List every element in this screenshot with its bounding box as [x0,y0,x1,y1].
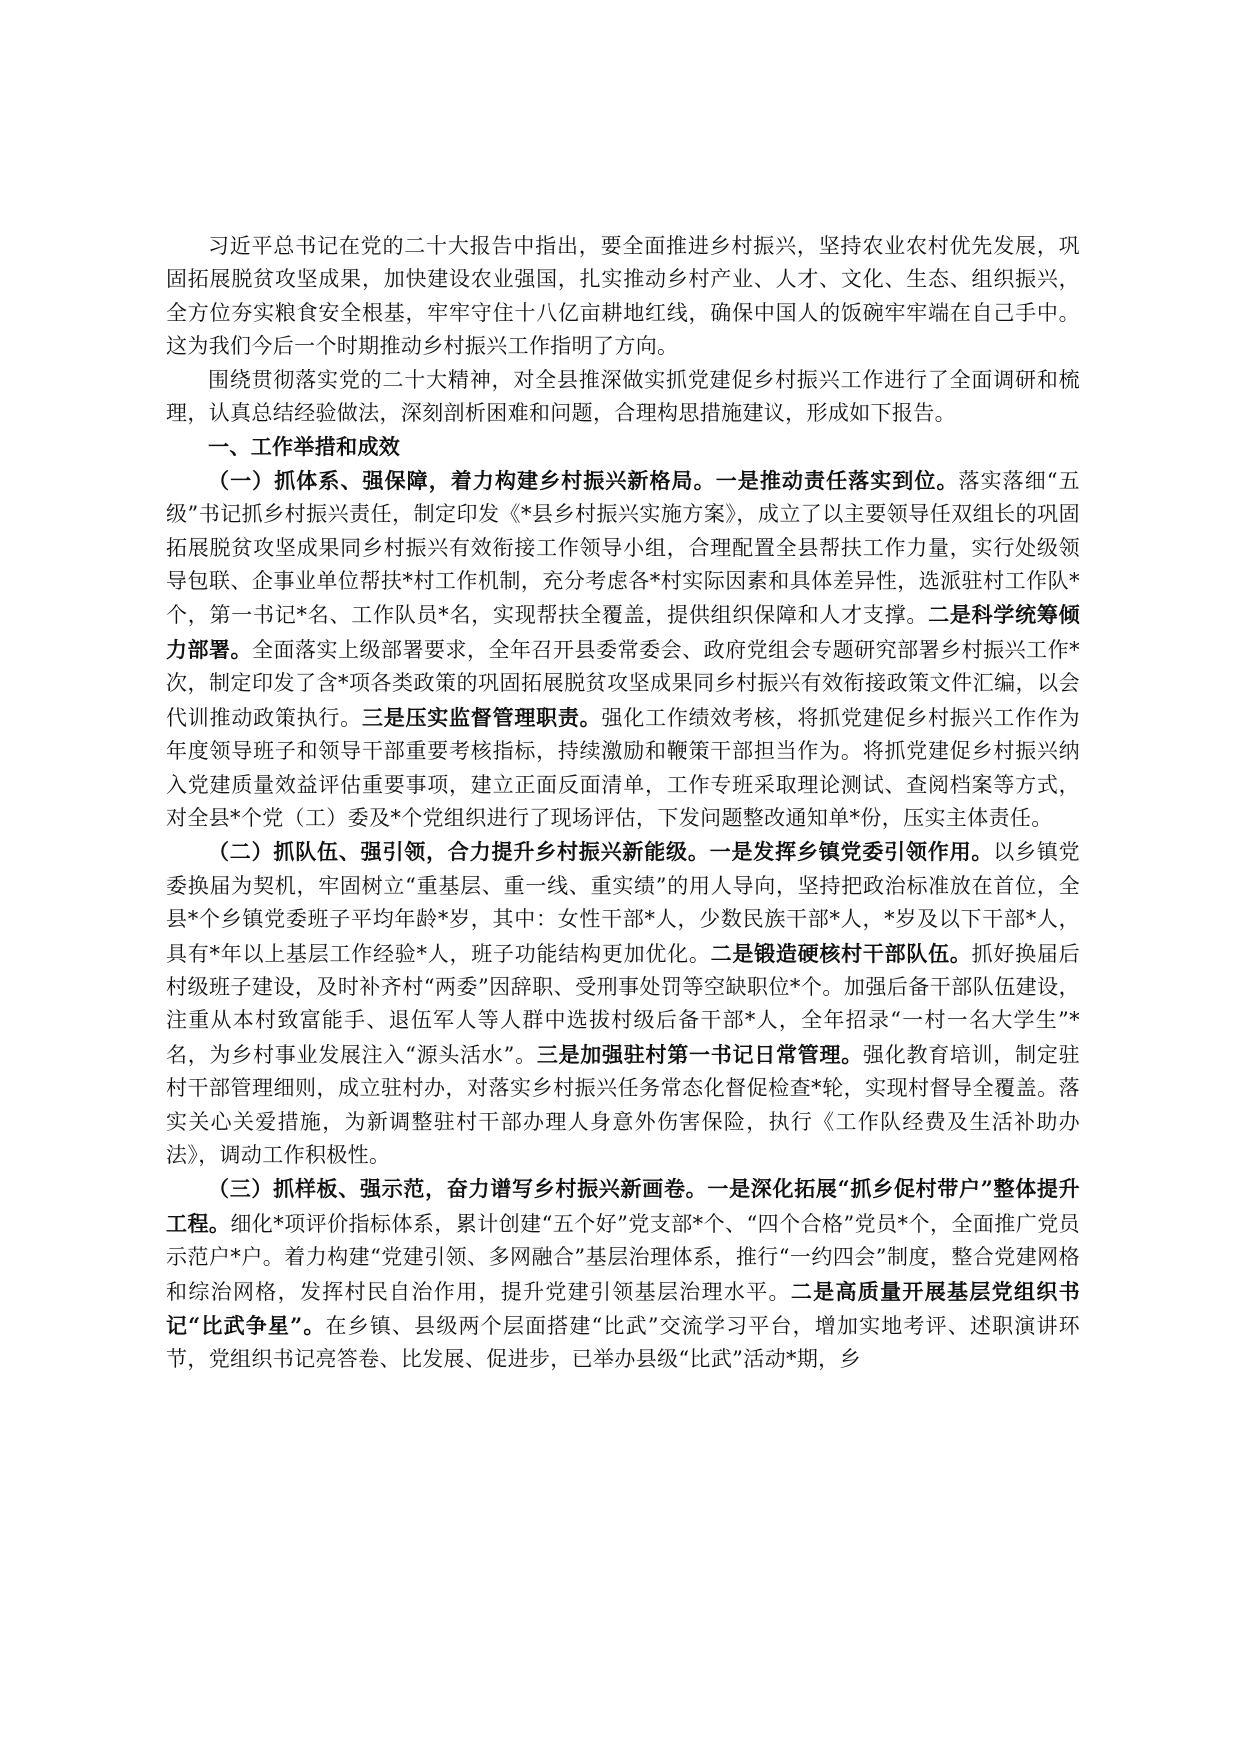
subsection-3-lead-2: 二是高质量开展基层党组织书记“比武争星”。 [166,1278,1080,1338]
subsection-2-paragraph [166,835,1080,1172]
subsection-1-lead-1: 一是推动责任落实到位。 [715,467,959,493]
subsection-2-text-3: 强化教育培训，制定驻村干部管理细则，成立驻村办，对落实乡村振兴任务常态化督促检查*轮，实现村督导全覆盖。落实关心关爱措施，为新调整驻村干部办理人身意外伤害保险，执行《工作队经费及生活补助办法》，调动工作积极性。 [166,1042,1080,1167]
intro-paragraph-2: 围绕贯彻落实党的二十大精神，对全县推深做实抓党建促乡村振兴工作进行了全面调研和梳理，认真总结经验做法，深刻剖析困难和问题，合理构思措施建议，形成如下报告。 [166,367,1080,426]
document-body [166,230,1080,1377]
subsection-2-lead-2: 二是锻造硬核村干部队伍。 [710,940,972,966]
subsection-3-lead-1: 一是深化拓展“抓乡促村带户”整体提升工程。 [166,1176,1080,1236]
subsection-1-text-1: 落实落细“五级”书记抓乡村振兴责任，制定印发《*县乡村振兴实施方案》，成立了以主要领导任双组长的巩固拓展脱贫攻坚成果同乡村振兴有效衔接工作领导小组，合理配置全县帮扶工作力量，实行处级领导包联、企事业单位帮扶*村工作机制，充分考虑各*村实际因素和具体差异性，选派驻村工作队*个，第一书记*名、工作队员*名，实现帮扶全覆盖，提供组织保障和人才支撑。 [166,468,1080,628]
subsection-3-paragraph [166,1172,1080,1376]
subsection-2-lead-3: 三是加强驻村第一书记日常管理。 [536,1041,863,1067]
subsection-2-text-1: 以乡镇党委换届为契机，牢固树立“重基层、重一线、重实绩”的用人导向，坚持把政治标准放在首位，全县*个乡镇党委班子平均年龄*岁，其中：女性干部*人，少数民族干部*人，*岁及以下干部*人，具有*年以上基层工作经验*人，班子功能结构更加优化。 [166,840,1080,966]
subsection-2-text-2: 抓好换届后村级班子建设，及时补齐村“两委”因辞职、受刑事处罚等空缺职位*个。加强后备干部队伍建设，注重从本村致富能手、退伍军人等人群中选拔村级后备干部*人，全年招录“一村一名大学生”*名，为乡村事业发展注入“源头活水”。 [166,941,1081,1067]
subsection-1-paragraph [166,464,1080,835]
section-heading: 一、工作举措和成效 [208,434,401,460]
subsection-2-lead-1: 一是发挥乡镇党委引领作用。 [709,839,994,865]
subsection-1-lead-3: 三是压实监督管理职责。 [361,704,602,730]
subsection-1-lead-2: 二是科学统筹倾力部署。 [166,602,1080,662]
subsection-3-text-2: 在乡镇、县级两个层面搭建“比武”交流学习平台，增加实地考评、述职演讲环节，党组织书记亮答卷、比发展、促进步，已举办县级“比武”活动*期，乡 [166,1314,1080,1372]
subsection-3-text-1: 细化*项评价指标体系，累计创建“五个好”党支部*个、“四个合格”党员*个，全面推广党员示范户*户。着力构建“党建引领、多网融合”基层治理体系，推行“一约四会”制度，整合党建网格和综治网格，发挥村民自治作用，提升党建引领基层治理水平。 [166,1211,1080,1304]
subsection-1-text-3: 强化工作绩效考核，将抓党建促乡村振兴工作作为年度领导班子和领导干部重要考核指标，持续激励和鞭策干部担当作为。将抓党建促乡村振兴纳入党建质量效益评估重要事项，建立正面反面清单，工作专班采取理论测试、查阅档案等方式，对全县*个党（工）委及*个党组织进行了现场评估，下发问题整改通知单*份，压实主体责任。 [166,705,1081,830]
subsection-1-heading: （一）抓体系、强保障，着力构建乡村振兴新格局。 [208,467,716,493]
subsection-1-text-2: 全面落实上级部署要求，全年召开县委常委会、政府党组会专题研究部署乡村振兴工作*次，制定印发了含*项各类政策的巩固拓展脱贫攻坚成果同乡村振兴有效衔接政策文件汇编，以会代训推动政策执行。 [166,637,1080,730]
intro-paragraph-1: 习近平总书记在党的二十大报告中指出，要全面推进乡村振兴，坚持农业农村优先发展，巩固拓展脱贫攻坚成果，加快建设农业强国，扎实推动乡村产业、人才、文化、生态、组织振兴，全方位夯实粮食安全根基，牢牢守住十八亿亩耕地红线，确保中国人的饭碗牢牢端在自己手中。这为我们今后一个时期推动乡村振兴工作指明了方向。 [166,234,1080,359]
subsection-2-heading: （二）抓队伍、强引领，合力提升乡村振兴新能级。 [208,839,710,865]
subsection-3-heading: （三）抓样板、强示范，奋力谱写乡村振兴新画卷。 [208,1176,708,1202]
